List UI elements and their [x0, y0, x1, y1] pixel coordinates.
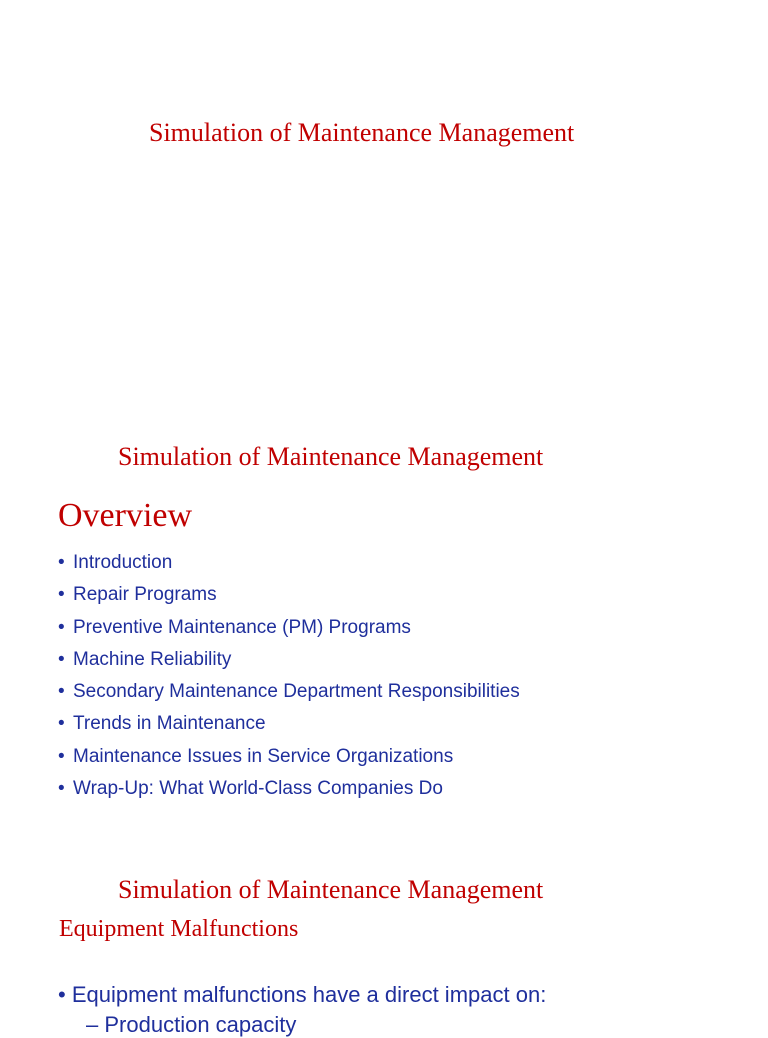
list-item	[58, 776, 520, 808]
slide2-title: Simulation of Maintenance Management	[118, 442, 544, 471]
bullet-icon: •	[58, 648, 65, 670]
list-item-label: Machine Reliability	[73, 648, 232, 670]
equipment-bullet-text: Equipment malfunctions have a direct impact on:	[71, 982, 547, 1007]
list-item-label: Repair Programs	[73, 584, 217, 606]
bullet-icon: •	[58, 552, 65, 573]
list-item	[58, 711, 520, 743]
list-item-label: Preventive Maintenance (PM) Programs	[73, 616, 411, 638]
list-item	[58, 744, 520, 776]
slide1-title: Simulation of Maintenance Management	[149, 118, 575, 147]
list-item-label: Introduction	[73, 552, 173, 573]
bullet-icon: •	[58, 778, 65, 800]
overview-list	[58, 550, 520, 808]
bullet-icon: •	[58, 982, 66, 1007]
list-item	[58, 679, 520, 711]
bullet-icon: •	[58, 745, 65, 767]
bullet-icon: •	[58, 681, 65, 703]
list-item	[58, 647, 520, 679]
equipment-sub-bullet	[86, 1012, 296, 1038]
sub-bullet-icon: –	[86, 1012, 99, 1037]
list-item-label: Trends in Maintenance	[73, 713, 266, 735]
sub-bullet-text: Production capacity	[104, 1012, 297, 1037]
list-item	[58, 582, 520, 614]
bullet-icon: •	[58, 584, 65, 606]
overview-heading: Overview	[58, 497, 193, 534]
list-item	[58, 550, 520, 582]
list-item-label: Wrap-Up: What World-Class Companies Do	[73, 778, 443, 800]
equipment-bullet	[58, 982, 546, 1008]
bullet-icon: •	[58, 616, 65, 638]
bullet-icon: •	[58, 713, 65, 735]
list-item-label: Maintenance Issues in Service Organizations	[73, 745, 454, 767]
list-item-label: Secondary Maintenance Department Responsibilities	[73, 681, 520, 703]
equipment-malfunctions-heading: Equipment Malfunctions	[59, 916, 299, 942]
list-item	[58, 615, 520, 647]
slide3-title: Simulation of Maintenance Management	[118, 875, 544, 904]
